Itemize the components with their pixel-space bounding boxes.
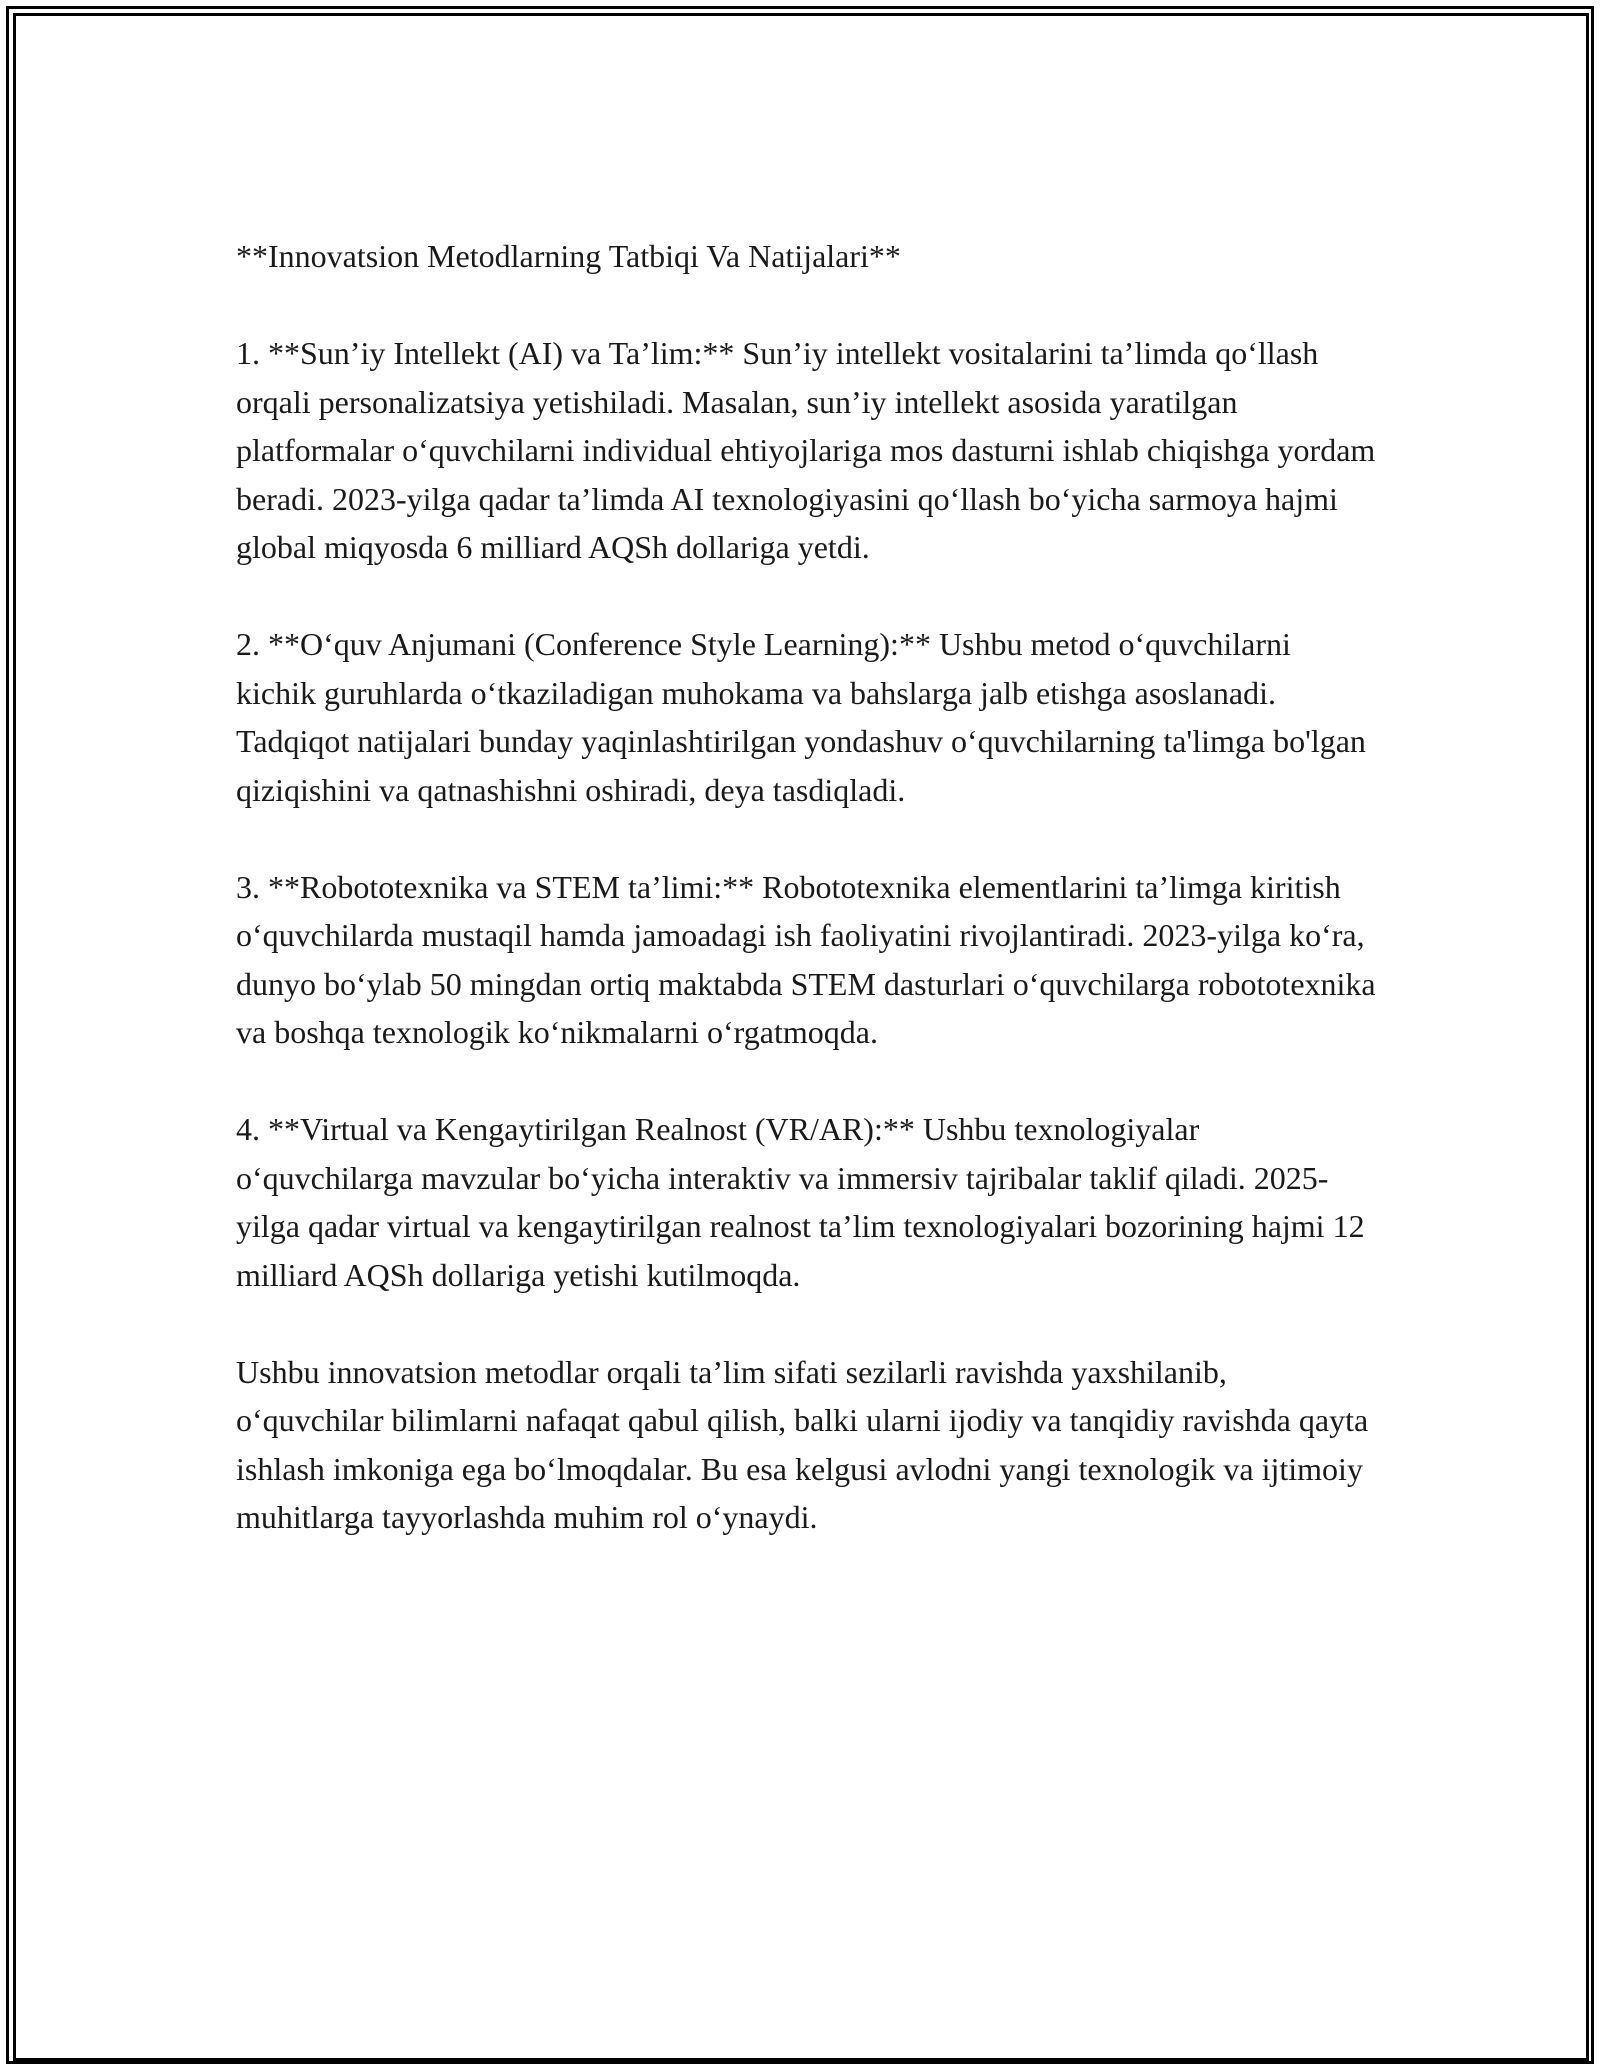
paragraph-ai-education: 1. **Sun’iy Intellekt (AI) va Ta’lim:** Sun’iy intellekt vositalarini ta’limda qo‘llash orqali personalizatsiya yetishiladi. Masalan, sun’iy intellekt asosida yaratilgan platformalar o‘quvchilarni individual ehtiyojlariga mos dasturni ishlab chiqishga yordam beradi. 2023-yilga qadar ta’limda AI texnologiyasini qo‘llash bo‘yicha sarmoya hajmi global miqyosda 6 milliard AQSh dollariga yetdi. (236, 335, 1376, 565)
document-body (236, 232, 1376, 1590)
paragraph-vr-ar: 4. **Virtual va Kengaytirilgan Realnost (VR/AR):** Ushbu texnologiyalar o‘quvchilarga mavzular bo‘yicha interaktiv va immersiv tajribalar taklif qiladi. 2025-yilga qadar virtual va kengaytirilgan realnost ta’lim texnologiyalari bozorining hajmi 12 milliard AQSh dollariga yetishi kutilmoqda. (236, 1111, 1365, 1293)
document-title: **Innovatsion Metodlarning Tatbiqi Va Natijalari** (236, 238, 901, 274)
paragraph-conference-learning: 2. **O‘quv Anjumani (Conference Style Learning):** Ushbu metod o‘quvchilarni kichik guruhlarda o‘tkaziladigan muhokama va bahslarga jalb etishga asoslanadi. Tadqiqot natijalari bunday yaqinlashtirilgan yondashuv o‘quvchilarning ta'limga bo'lgan qiziqishini va qatnashishni oshiradi, deya tasdiqladi. (236, 626, 1366, 808)
paragraph-conclusion: Ushbu innovatsion metodlar orqali ta’lim sifati sezilarli ravishda yaxshilanib, o‘quvchilar bilimlarni nafaqat qabul qilish, balki ularni ijodiy va tanqidiy ravishda qayta ishlash imkoniga ega bo‘lmoqdalar. Bu esa kelgusi avlodni yangi texnologik va ijtimoiy muhitlarga tayyorlashda muhim rol o‘ynaydi. (236, 1353, 1369, 1535)
paragraph-robotics-stem: 3. **Robototexnika va STEM ta’limi:** Robototexnika elementlarini ta’limga kiritish o‘quvchilarda mustaqil hamda jamoadagi ish faoliyatini rivojlantiradi. 2023-yilga ko‘ra, dunyo bo‘ylab 50 mingdan ortiq maktabda STEM dasturlari o‘quvchilarga robototexnika va boshqa texnologik ko‘nikmalarni o‘rgatmoqda. (236, 868, 1376, 1050)
